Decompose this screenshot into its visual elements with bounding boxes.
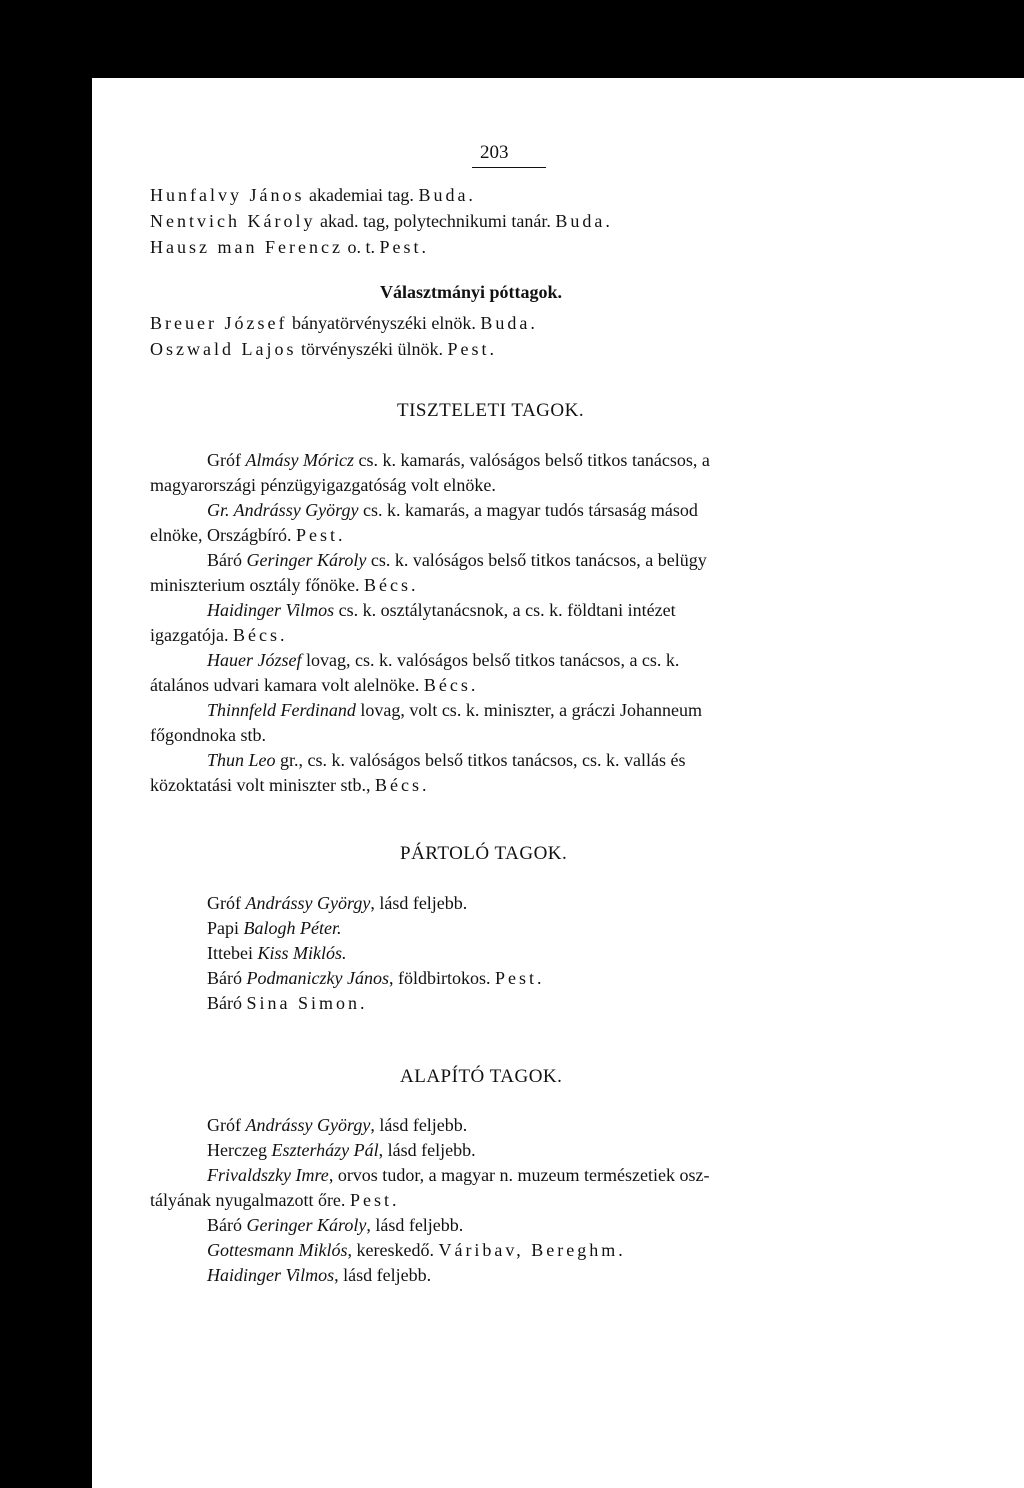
honorary-entry-line bbox=[150, 624, 287, 646]
member-line bbox=[150, 184, 476, 206]
entry-city: Pest. bbox=[295, 525, 346, 545]
entry-name: Balogh Péter. bbox=[243, 918, 342, 938]
entry-desc: cs. k. kamarás, a magyar tudós társaság másod bbox=[358, 500, 698, 520]
page-number: 203 bbox=[480, 142, 509, 163]
honorary-entry-line bbox=[150, 724, 266, 746]
founder-line bbox=[207, 1239, 626, 1261]
entry-desc: , lásd feljebb. bbox=[370, 893, 468, 913]
entry-name: Andrássy György bbox=[245, 893, 371, 913]
entry-title: Gróf bbox=[207, 1115, 246, 1135]
member-name: Nentvich Károly bbox=[150, 211, 316, 231]
member-name: Hausz man Ferencz bbox=[150, 237, 343, 257]
entry-name: Kiss Miklós. bbox=[257, 943, 347, 963]
section-heading-valasztmanyi: Választmányi póttagok. bbox=[380, 282, 563, 302]
entry-desc: lovag, volt cs. k. miniszter, a gráczi Johanneum bbox=[355, 700, 703, 720]
entry-title: Báró bbox=[207, 968, 247, 988]
member-desc: o. t. bbox=[342, 237, 380, 257]
entry-city: Pest. bbox=[349, 1190, 400, 1210]
entry-title: Ittebei bbox=[207, 943, 258, 963]
entry-name: Frivaldszky Imre bbox=[207, 1165, 329, 1185]
honorary-entry-line bbox=[207, 749, 685, 771]
entry-name: Gottesmann Miklós bbox=[207, 1240, 348, 1260]
entry-desc: , lásd feljebb. bbox=[366, 1215, 464, 1235]
entry-title: Báró bbox=[207, 1215, 247, 1235]
entry-desc: , orvos tudor, a magyar n. muzeum természetiek osz- bbox=[328, 1165, 710, 1185]
entry-name: Andrássy György bbox=[245, 1115, 371, 1135]
supporter-line bbox=[207, 942, 347, 964]
entry-name: Podmaniczky János bbox=[246, 968, 389, 988]
entry-name: Thinnfeld Ferdinand bbox=[207, 700, 356, 720]
member-line bbox=[150, 210, 613, 232]
entry-desc: miniszterium osztály főnöke. bbox=[150, 575, 364, 595]
entry-name: Haidinger Vilmos bbox=[207, 600, 335, 620]
entry-desc: gr., cs. k. valóságos belső titkos tanácsos, cs. k. vallás és bbox=[275, 750, 686, 770]
member-line bbox=[150, 338, 497, 360]
member-city: Pest. bbox=[379, 237, 429, 257]
entry-title: Papi bbox=[207, 918, 244, 938]
entry-name: Thun Leo bbox=[207, 750, 276, 770]
entry-desc: átalános udvari kamara volt alelnöke. bbox=[150, 675, 424, 695]
page-number-rule bbox=[472, 167, 546, 168]
supporter-line bbox=[207, 917, 342, 939]
founder-line bbox=[207, 1264, 431, 1286]
founder-line bbox=[207, 1164, 709, 1186]
entry-city: Bécs. bbox=[423, 675, 479, 695]
member-desc: akad. tag, polytechnikumi tanár. bbox=[315, 211, 556, 231]
honorary-entry-line bbox=[150, 474, 496, 496]
founder-line bbox=[150, 1189, 399, 1211]
founder-line bbox=[207, 1214, 463, 1236]
entry-desc: igazgatója. bbox=[150, 625, 233, 645]
entry-city: Bécs. bbox=[232, 625, 288, 645]
entry-city: Pest. bbox=[494, 968, 545, 988]
entry-desc: , földbirtokos. bbox=[388, 968, 495, 988]
honorary-entry-line bbox=[207, 499, 698, 521]
member-city: Buda. bbox=[418, 185, 476, 205]
section-heading-partolo: PÁRTOLÓ TAGOK. bbox=[400, 843, 568, 864]
honorary-entry-line bbox=[207, 449, 710, 471]
entry-city: Sina Simon. bbox=[246, 993, 368, 1013]
honorary-entry-line bbox=[207, 549, 707, 571]
member-name: Oszwald Lajos bbox=[150, 339, 297, 359]
entry-title: Báró bbox=[207, 550, 247, 570]
honorary-entry-line bbox=[150, 674, 478, 696]
member-name: Hunfalvy János bbox=[150, 185, 305, 205]
entry-desc: tályának nyugalmazott őre. bbox=[150, 1190, 350, 1210]
entry-desc: , lásd feljebb. bbox=[334, 1265, 432, 1285]
member-desc: akademiai tag. bbox=[304, 185, 419, 205]
entry-name: Haidinger Vilmos bbox=[207, 1265, 335, 1285]
entry-desc: lovag, cs. k. valóságos belső titkos tanácsos, a cs. k. bbox=[301, 650, 680, 670]
entry-name: Hauer József bbox=[207, 650, 302, 670]
member-city: Buda. bbox=[555, 211, 613, 231]
supporter-line bbox=[207, 967, 544, 989]
member-city: Pest. bbox=[447, 339, 497, 359]
honorary-entry-line bbox=[150, 524, 345, 546]
entry-desc: elnöke, Országbíró. bbox=[150, 525, 296, 545]
entry-title: Báró bbox=[207, 993, 247, 1013]
founder-line bbox=[207, 1114, 467, 1136]
member-line bbox=[150, 236, 429, 258]
entry-name: Almásy Móricz bbox=[245, 450, 354, 470]
entry-city: Váribav, Bereghm. bbox=[438, 1240, 626, 1260]
entry-city: Bécs. bbox=[363, 575, 419, 595]
section-heading-alapito: ALAPÍTÓ TAGOK. bbox=[400, 1066, 563, 1087]
entry-name: Geringer Károly bbox=[246, 550, 367, 570]
member-desc: törvényszéki ülnök. bbox=[296, 339, 448, 359]
entry-desc: cs. k. valóságos belső titkos tanácsos, a belügy bbox=[366, 550, 707, 570]
entry-desc: cs. k. osztálytanácsnok, a cs. k. földtani intézet bbox=[334, 600, 676, 620]
honorary-entry-line bbox=[207, 599, 676, 621]
entry-desc: közoktatási volt miniszter stb., bbox=[150, 775, 375, 795]
supporter-line bbox=[207, 892, 467, 914]
entry-name: Gr. Andrássy György bbox=[207, 500, 359, 520]
entry-desc: magyarországi pénzügyigazgatóság volt elnöke. bbox=[150, 475, 496, 495]
entry-title: Gróf bbox=[207, 450, 246, 470]
entry-title: Gróf bbox=[207, 893, 246, 913]
honorary-entry-line bbox=[207, 649, 679, 671]
founder-line bbox=[207, 1139, 476, 1161]
entry-desc: , kereskedő. bbox=[347, 1240, 439, 1260]
supporter-line bbox=[207, 992, 368, 1014]
entry-desc: cs. k. kamarás, valóságos belső titkos tanácsos, a bbox=[353, 450, 710, 470]
entry-desc: , lásd feljebb. bbox=[370, 1115, 468, 1135]
document-page bbox=[92, 78, 1024, 1488]
honorary-entry-line bbox=[207, 699, 702, 721]
honorary-entry-line bbox=[150, 774, 429, 796]
member-line bbox=[150, 312, 538, 334]
entry-city: Bécs. bbox=[374, 775, 430, 795]
entry-title: Herczeg bbox=[207, 1140, 272, 1160]
member-city: Buda. bbox=[480, 313, 538, 333]
entry-desc: főgondnoka stb. bbox=[150, 725, 266, 745]
entry-desc: , lásd feljebb. bbox=[378, 1140, 476, 1160]
honorary-entry-line bbox=[150, 574, 418, 596]
member-desc: bányatörvényszéki elnök. bbox=[287, 313, 481, 333]
member-name: Breuer József bbox=[150, 313, 288, 333]
section-heading-tiszteleti: TISZTELETI TAGOK. bbox=[397, 400, 585, 421]
entry-name: Eszterházy Pál bbox=[271, 1140, 379, 1160]
entry-name: Geringer Károly bbox=[246, 1215, 367, 1235]
